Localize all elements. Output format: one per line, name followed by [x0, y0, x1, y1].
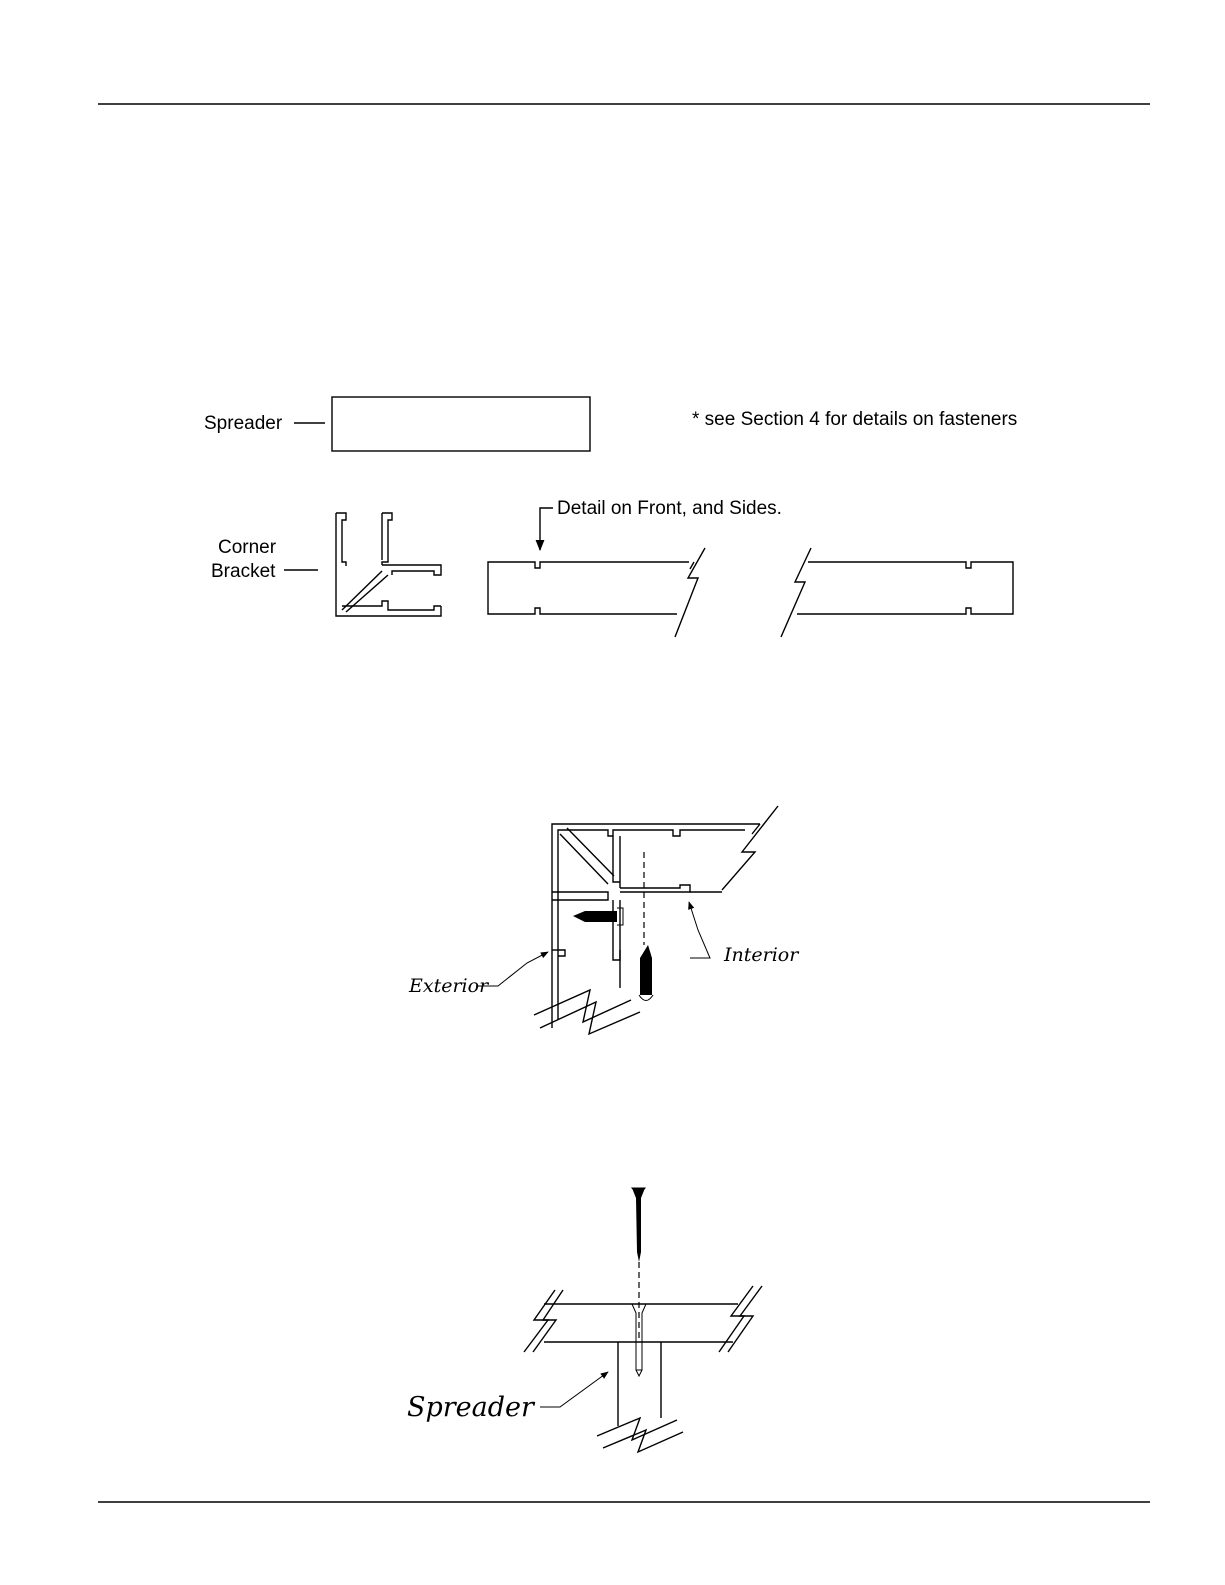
corner-label: Corner	[218, 537, 277, 558]
spreader-part	[332, 397, 590, 451]
spreader-assembly-detail	[524, 1188, 762, 1452]
detail-leader	[540, 508, 553, 550]
spreader-label: Spreader	[204, 413, 283, 434]
detail-note: Detail on Front, and Sides.	[557, 498, 782, 519]
spreader-detail-label: Spreader	[407, 1392, 534, 1423]
exterior-label: Exterior	[409, 975, 489, 997]
interior-label: Interior	[724, 944, 799, 966]
corner-assembly-detail	[476, 806, 778, 1034]
bracket-label: Bracket	[211, 561, 276, 582]
corner-bracket-part	[336, 513, 441, 616]
rail-left-segment	[488, 548, 705, 637]
fastener-note: * see Section 4 for details on fasteners	[692, 409, 1018, 430]
rail-right-segment	[781, 548, 1013, 637]
